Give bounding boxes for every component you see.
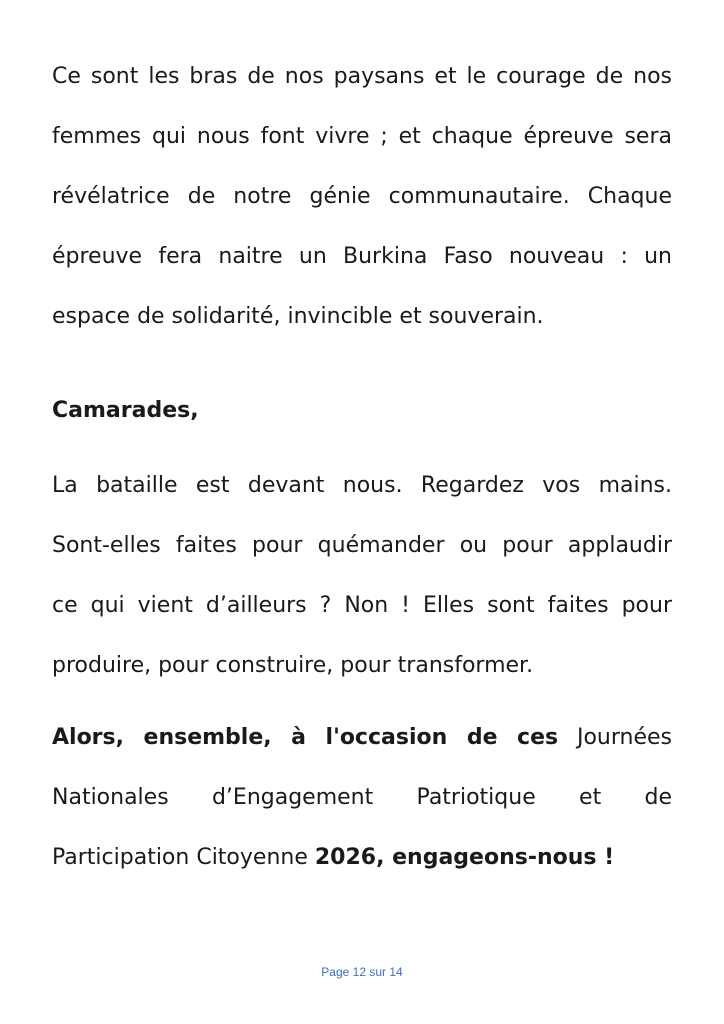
paragraph-3-line-1-bold: Alors, ensemble, à l'occasion de ces: [52, 725, 559, 750]
paragraph-1-line-5: espace de solidarité, invincible et souverain.: [52, 304, 544, 329]
paragraph-3-line-3: [52, 843, 672, 873]
paragraph-2-line-3: ce qui vient d’ailleurs ? Non ! Elles sont faites pour: [52, 593, 672, 618]
paragraph-1-line-4: épreuve fera naitre un Burkina Faso nouveau : un: [52, 244, 672, 269]
page-number-footer: Page 12 sur 14: [321, 965, 403, 979]
paragraph-2-line-2: Sont-elles faites pour quémander ou pour applaudir: [52, 533, 672, 558]
paragraph-3-line-1: [52, 723, 672, 753]
paragraph-1-line-3: révélatrice de notre génie communautaire. Chaque: [52, 184, 672, 209]
paragraph-2-line-4: produire, pour construire, pour transformer.: [52, 653, 534, 678]
section-heading: Camarades,: [52, 398, 199, 423]
paragraph-3-line-2: Nationales d’Engagement Patriotique et de: [52, 785, 672, 810]
paragraph-3-line-3-bold: 2026, engageons-nous !: [314, 845, 615, 870]
paragraph-1-line-2: femmes qui nous font vivre ; et chaque épreuve sera: [52, 124, 672, 149]
paragraph-1-line-1: Ce sont les bras de nos paysans et le courage de nos: [52, 64, 672, 89]
paragraph-3-line-3-regular: Participation Citoyenne: [52, 845, 308, 870]
paragraph-3-line-1-regular: Journées: [576, 725, 673, 750]
paragraph-2-line-1: La bataille est devant nous. Regardez vos mains.: [52, 473, 672, 498]
